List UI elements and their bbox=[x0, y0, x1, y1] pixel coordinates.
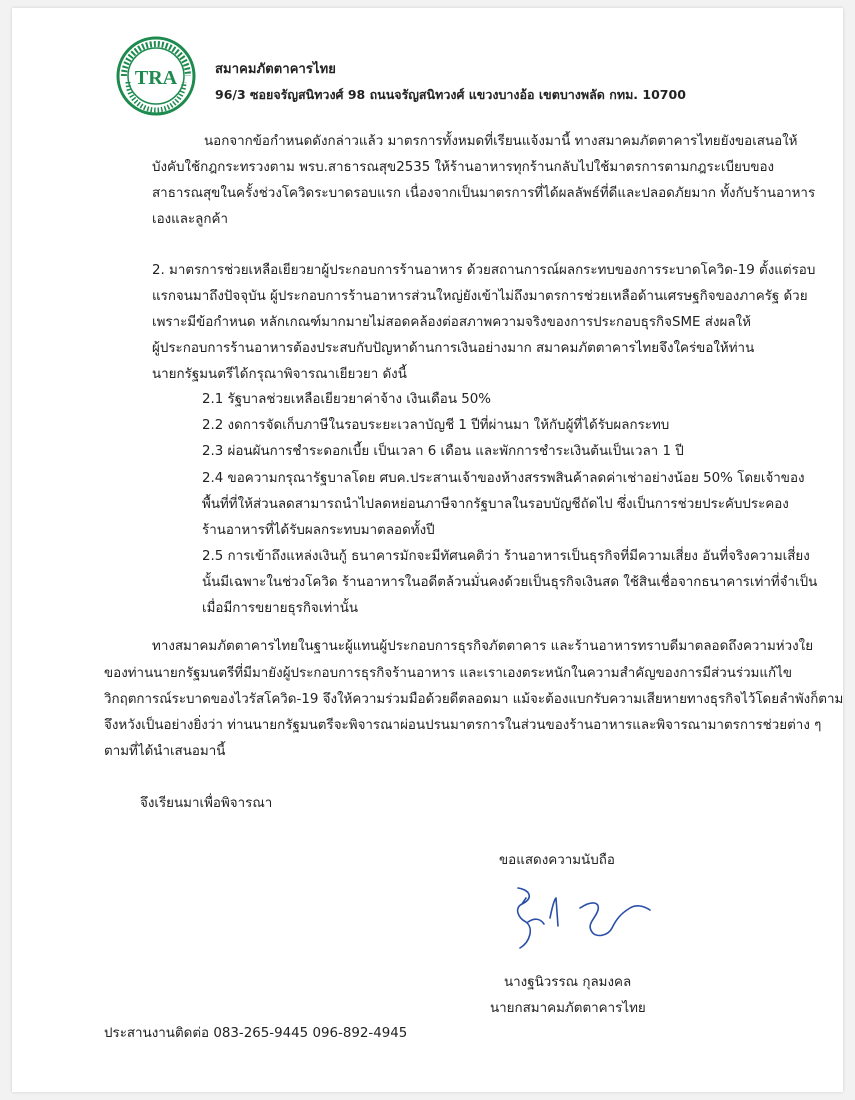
closing-line: ของท่านนายกรัฐมนตรีที่มีมายังผู้ประกอบการธุรกิจร้านอาหาร และเราเองตระหนักในความสำคัญของการมีส่วนร่วมแก้ไข bbox=[104, 666, 793, 681]
contact-info: ประสานงานติดต่อ 083-265-9445 096-892-4945 bbox=[104, 1026, 408, 1041]
signer-title: นายกสมาคมภัตตาคารไทย bbox=[490, 1001, 646, 1016]
section2-line: ผู้ประกอบการร้านอาหารต้องประสบกับปัญหาด้านการเงินอย่างมาก สมาคมภัตตาคารไทยจึงใคร่ขอให้ท่าน bbox=[152, 341, 755, 356]
closing-line: ตามที่ได้นำเสนอมานี้ bbox=[104, 744, 226, 759]
organization-name: สมาคมภัตตาคารไทย bbox=[215, 62, 337, 77]
intro-line: นอกจากข้อกำหนดดังกล่าวแล้ว มาตรการทั้งหมดที่เรียนแจ้งมานี้ ทางสมาคมภัตตาคารไทยยังขอเสนอให้ bbox=[204, 134, 798, 149]
section2-line: เพราะมีข้อกำหนด หลักเกณฑ์มากมายไม่สอดคล้องต่อสภาพความจริงของการประกอบธุรกิจSME ส่งผลให้ bbox=[152, 315, 751, 330]
signature bbox=[500, 878, 660, 968]
organization-address: 96/3 ซอยจรัญสนิทวงศ์ 98 ถนนจรัญสนิทวงศ์ แขวงบางอ้อ เขตบางพลัด กทม. 10700 bbox=[215, 87, 686, 102]
item-2-5: เมื่อมีการขยายธุรกิจเท่านั้น bbox=[202, 601, 359, 616]
section2-line: นายกรัฐมนตรีได้กรุณาพิจารณาเยียวยา ดังนี้ bbox=[152, 367, 407, 382]
letter-page bbox=[12, 8, 843, 1092]
closing-line: จึงหวังเป็นอย่างยิ่งว่า ท่านนายกรัฐมนตรีจะพิจารณาผ่อนปรนมาตรการในส่วนของร้านอาหารและพิจารณามาตรการช่วยต่าง ๆ bbox=[104, 718, 822, 733]
closing-line: วิกฤตการณ์ระบาดของไวรัสโควิด-19 จึงให้ความร่วมมือด้วยดีตลอดมา แม้จะต้องแบกรับความเสียหายทางธุรกิจไว้โดยลำพังก็ตาม bbox=[104, 692, 844, 707]
regards-text: ขอแสดงความนับถือ bbox=[499, 853, 615, 868]
signer-name: นางฐนิวรรณ กุลมงคล bbox=[504, 975, 632, 990]
intro-line: บังคับใช้กฎกระทรวงตาม พรบ.สาธารณสุข2535 ให้ร้านอาหารทุกร้านกลับไปใช้มาตรการตามกฎระเบียบของ bbox=[152, 160, 775, 175]
item-2-4: 2.4 ขอความกรุณารัฐบาลโดย ศบค.ประสานเจ้าของห้างสรรพสินค้าลดค่าเช่าอย่างน้อย 50% โดยเจ้าของ bbox=[202, 471, 805, 486]
item-2-3: 2.3 ผ่อนผันการชำระดอกเบี้ย เป็นเวลา 6 เดือน และพักการชำระเงินต้นเป็นเวลา 1 ปี bbox=[202, 444, 684, 459]
logo-text: TRA bbox=[134, 67, 178, 89]
association-logo bbox=[116, 36, 196, 116]
section2-line: 2. มาตรการช่วยเหลือเยียวยาผู้ประกอบการร้านอาหาร ด้วยสถานการณ์ผลกระทบของการระบาดโควิด-19 ตั้งแต่รอบ bbox=[152, 263, 816, 278]
closing-line: ทางสมาคมภัตตาคารไทยในฐานะผู้แทนผู้ประกอบการธุรกิจภัตตาคาร และร้านอาหารทราบดีมาตลอดถึงความห่วงใย bbox=[152, 639, 814, 654]
request-text: จึงเรียนมาเพื่อพิจารณา bbox=[140, 796, 273, 811]
intro-line: เองและลูกค้า bbox=[152, 212, 228, 227]
section2-line: แรกจนมาถึงปัจจุบัน ผู้ประกอบการร้านอาหารส่วนใหญ่ยังเข้าไม่ถึงมาตรการช่วยเหลือด้านเศรษฐกิจของภาครัฐ ด้วย bbox=[152, 289, 808, 304]
item-2-1: 2.1 รัฐบาลช่วยเหลือเยียวยาค่าจ้าง เงินเดือน 50% bbox=[202, 392, 492, 407]
item-2-4: ร้านอาหารที่ได้รับผลกระทบมาตลอดทั้งปี bbox=[202, 523, 435, 538]
item-2-5: 2.5 การเข้าถึงแหล่งเงินกู้ ธนาคารมักจะมีทัศนคติว่า ร้านอาหารเป็นธุรกิจที่มีความเสี่ยง อันที่จริงความเสี่ยง bbox=[202, 549, 810, 564]
intro-line: สาธารณสุขในครั้งช่วงโควิดระบาดรอบแรก เนื่องจากเป็นมาตรการที่ได้ผลลัพธ์ที่ดีและปลอดภัยมาก ทั้งกับร้านอาหาร bbox=[152, 186, 816, 201]
item-2-5: นั้นมีเฉพาะในช่วงโควิด ร้านอาหารในอดีตล้วนมั่นคงด้วยเป็นธุรกิจเงินสด ใช้สินเชื่อจากธนาคารเท่าที่จำเป็น bbox=[202, 575, 818, 590]
item-2-2: 2.2 งดการจัดเก็บภาษีในรอบระยะเวลาบัญชี 1 ปีที่ผ่านมา ให้กับผู้ที่ได้รับผลกระทบ bbox=[202, 418, 670, 433]
item-2-4: พื้นที่ที่ให้ส่วนลดสามารถนำไปลดหย่อนภาษีจากรัฐบาลในรอบบัญชีถัดไป ซึ่งเป็นการช่วยประคับประคอง bbox=[202, 497, 789, 512]
